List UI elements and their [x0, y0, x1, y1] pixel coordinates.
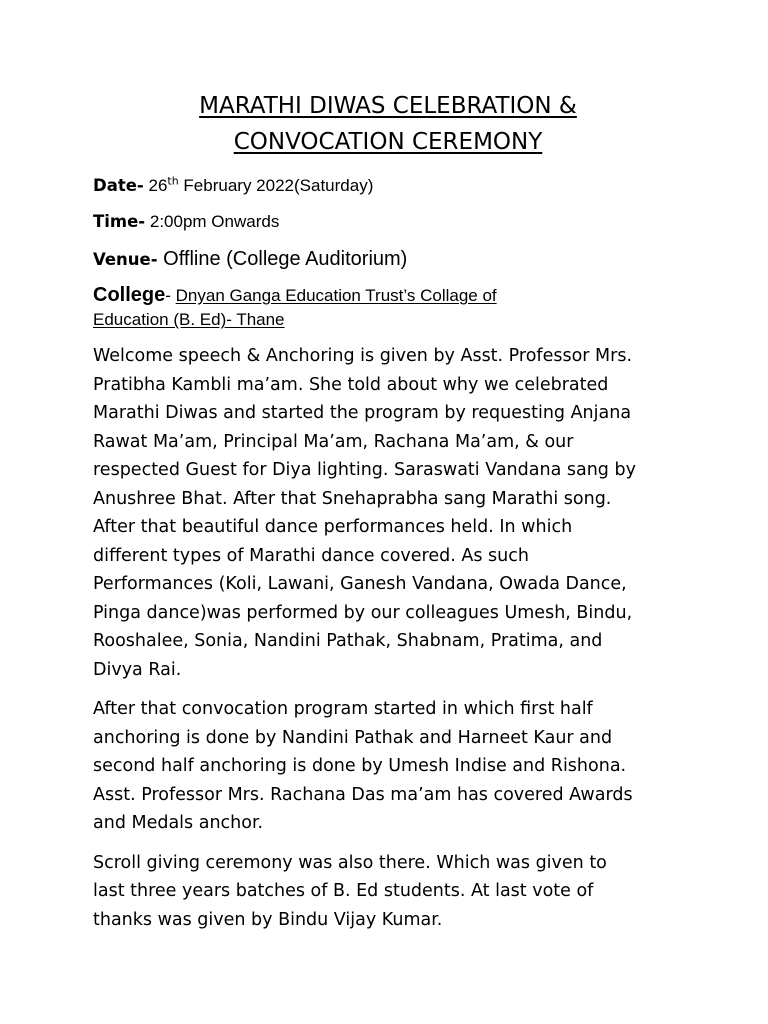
college-dash: - [165, 286, 176, 305]
college-label: College [93, 284, 166, 306]
document-title [93, 88, 683, 160]
title-line-2: CONVOCATION CEREMONY [233, 129, 543, 155]
time-row [93, 210, 683, 234]
venue-label: Venue- [93, 250, 158, 269]
date-day: 26 [143, 176, 168, 195]
venue-row [93, 246, 683, 273]
document-page [93, 88, 683, 934]
college-row [93, 283, 683, 332]
college-name-line-2: Education (B. Ed)- Thane [93, 310, 285, 329]
time-value: 2:00pm Onwards [145, 212, 280, 231]
date-label: Date- [93, 176, 144, 195]
venue-value: Offline (College Auditorium) [157, 248, 408, 270]
paragraph-welcome: Welcome speech & Anchoring is given by Asst. Professor Mrs. Pratibha Kambli ma’am. She told about why we celebrated Marathi Diwas and started the program by requesting Anjana Rawat Ma’am, Principal Ma’am, Rachana Ma’am, & our respected Guest for Diya lighting. Saraswati Vandana sang by Anushree Bhat. After that Snehaprabha sang Marathi song. After that beautiful dance performances held. In which different types of Marathi dance covered. As such Performances (Koli, Lawani, Ganesh Vandana, Owada Dance, Pinga dance)was performed by our colleagues Umesh, Bindu, Rooshalee, Sonia, Nandini Pathak, Shabnam, Pratima, and Divya Rai. [93, 346, 636, 680]
paragraph-scroll-ceremony: Scroll giving ceremony was also there. Which was given to last three years batches of B. Ed students. At last vote of thanks was given by Bindu Vijay Kumar. [93, 852, 607, 930]
time-label: Time- [93, 212, 146, 231]
date-row [93, 174, 683, 198]
date-suffix: th [167, 174, 179, 188]
title-line-1: MARATHI DIWAS CELEBRATION & [199, 93, 577, 119]
paragraph-convocation: After that convocation program started in which first half anchoring is done by Nandini Pathak and Harneet Kaur and second half anchoring is done by Umesh Indise and Rishona. Asst. Professor Mrs. Rachana Das ma’am has covered Awards and Medals anchor. [93, 699, 633, 833]
college-name-line-1: Dnyan Ganga Education Trust’s Collage of [175, 286, 497, 305]
date-rest: February 2022(Saturday) [178, 176, 374, 195]
